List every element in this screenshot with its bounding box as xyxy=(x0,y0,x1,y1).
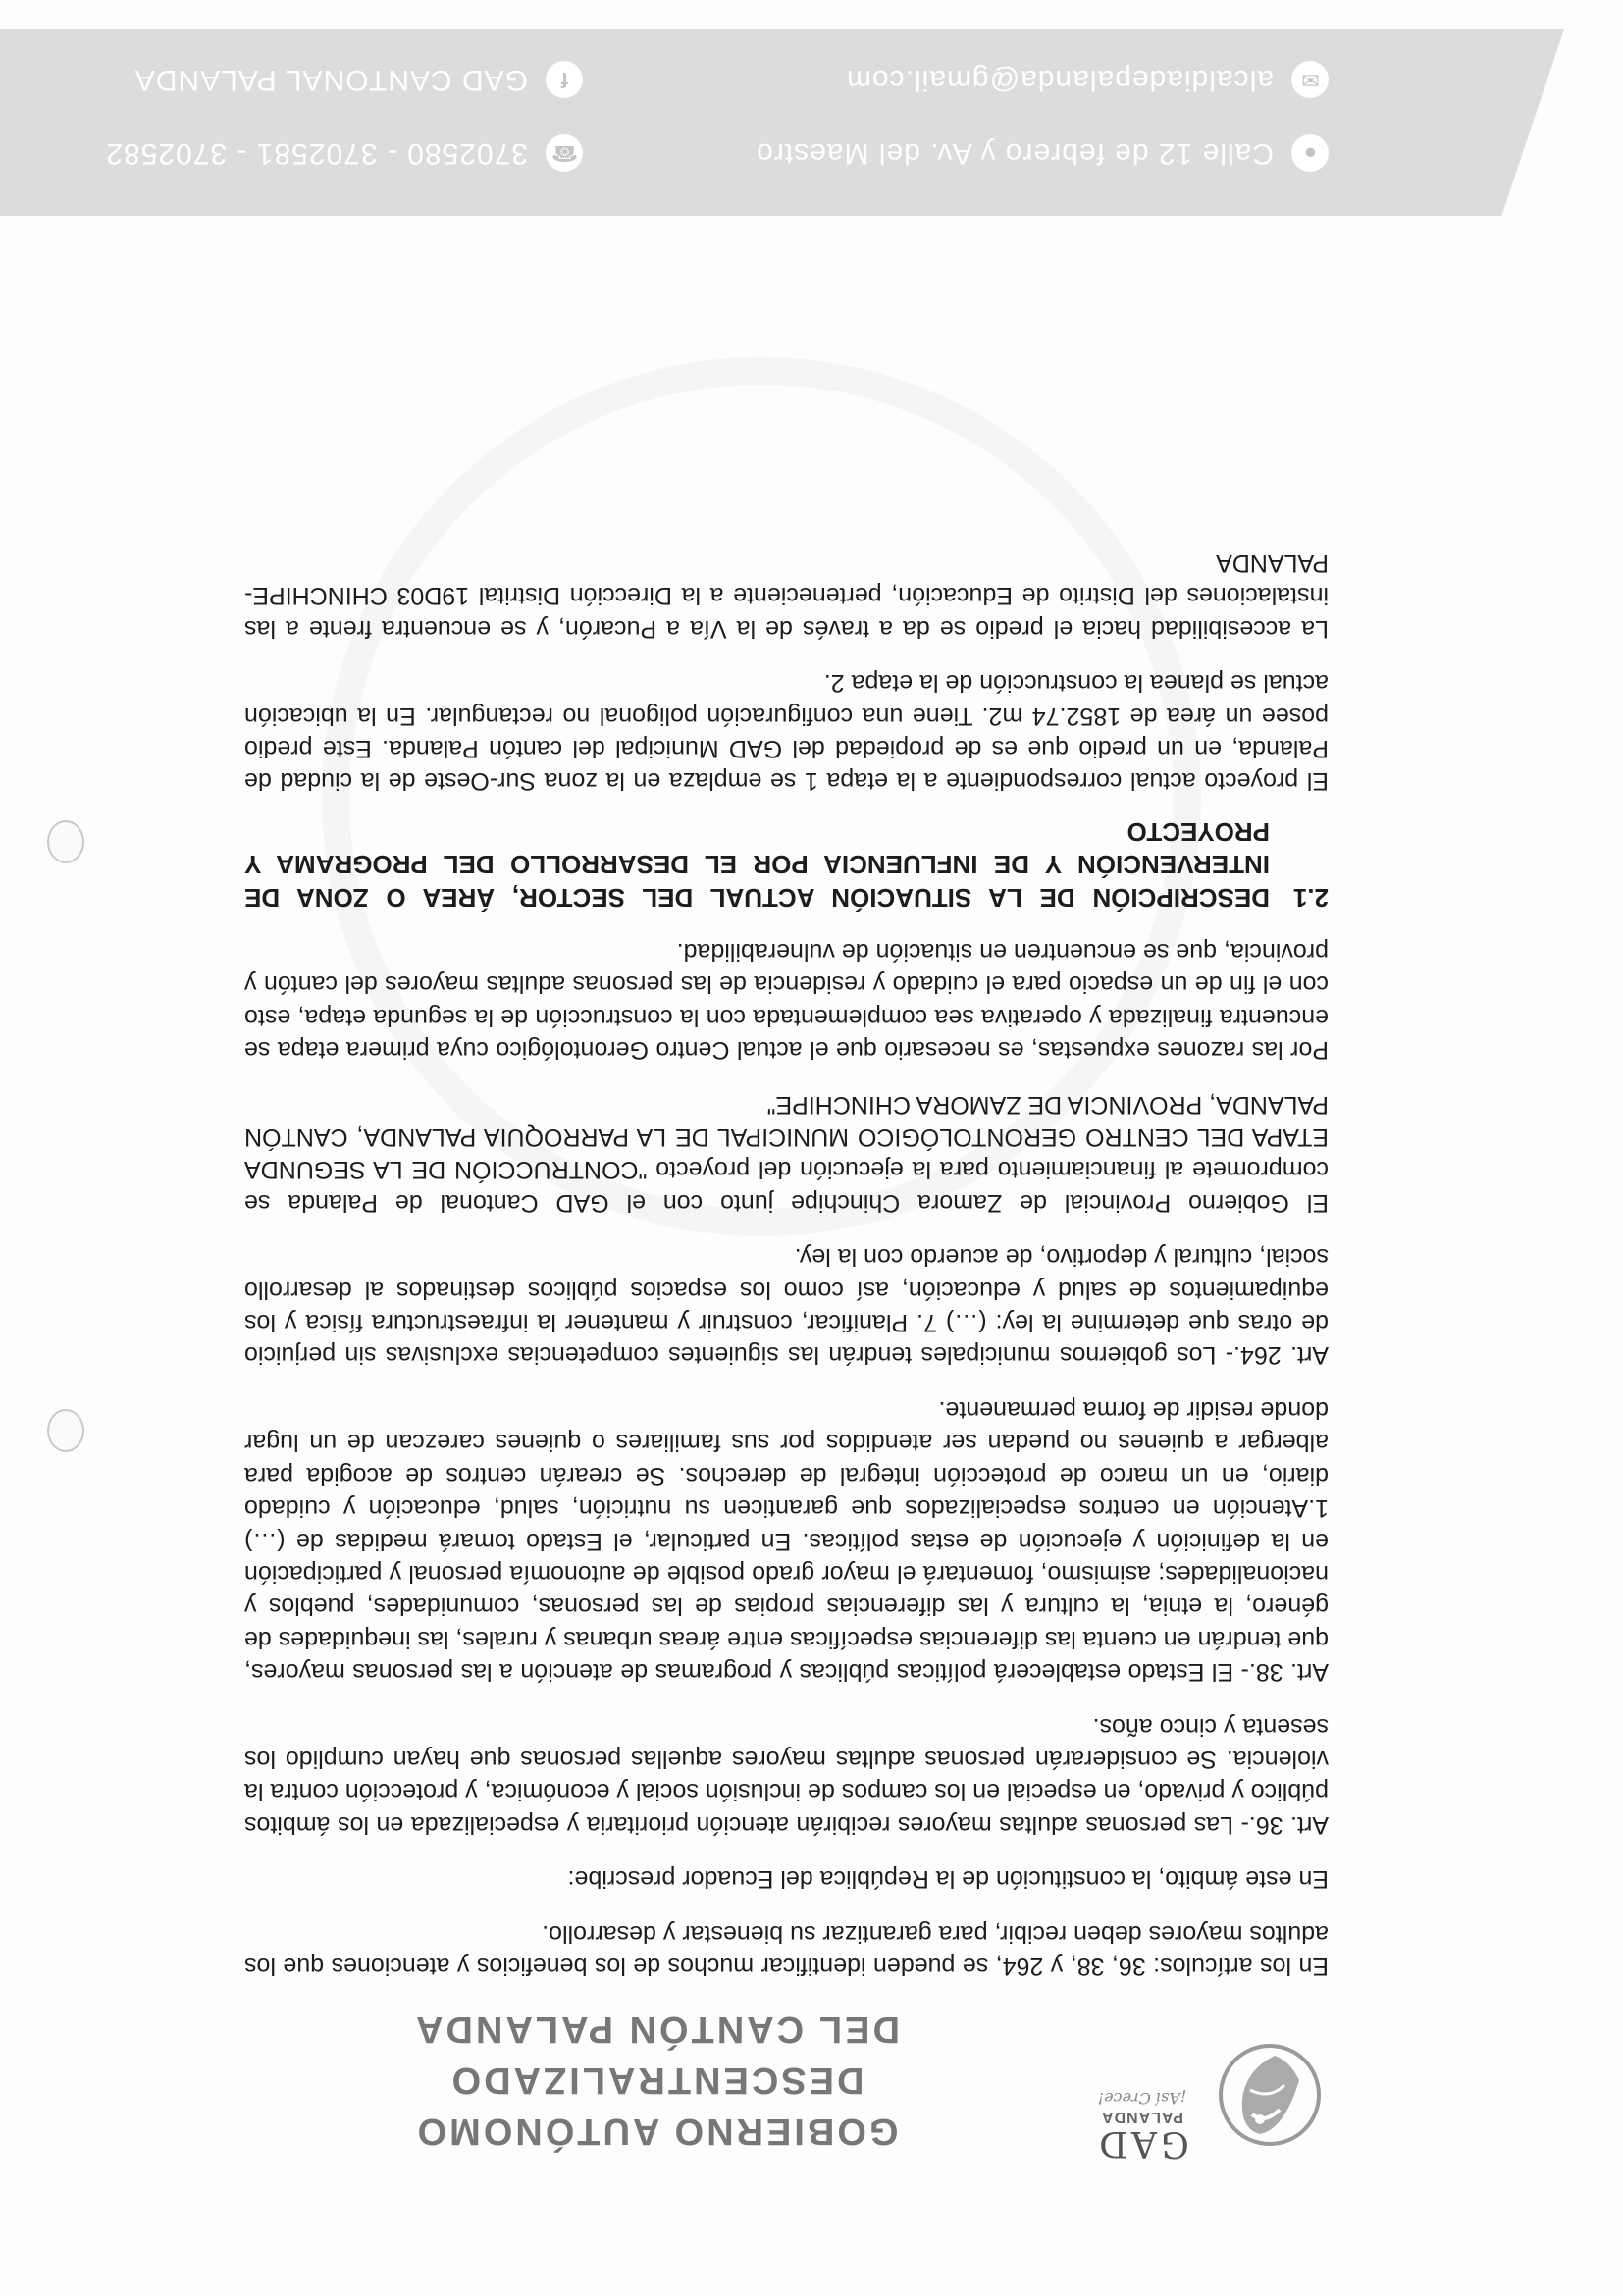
paragraph-accesibilidad: La accesibilidad hacia el predio se da a través de la Vía a Pucarón, y se encuentra frente a las instalaciones del Distrito de Educación, perteneciente a la Dirección Distrital 19D03 CHINCHIPE-PALANDA xyxy=(244,548,1329,643)
footer-phone: 3702580 - 3702581 - 3702582 xyxy=(105,137,528,170)
government-title-line1: GOBIERNO AUTÓNOMO DESCENTRALIZADO xyxy=(414,2060,899,2152)
government-title xyxy=(249,2004,1064,2157)
document-header xyxy=(249,2002,1329,2168)
footer-address: Calle 12 de febrero y Av. del Maestro xyxy=(756,137,1274,170)
mail-icon: ✉ xyxy=(1291,61,1329,98)
paragraph-proyecto: El proyecto actual correspondiente a la etapa 1 se emplaza en la zona Sur-Oeste de la ciudad de Palanda, en un predio que es de propiedad del GAD Municipal del cantón Palanda. Este predio posee un área de 1852.74 m2. Tiene una configuración poligonal no rectangular. En la ubicación actual se planea la construcción de la etapa 2. xyxy=(244,669,1329,796)
footer-social: GAD CANTONAL PALANDA xyxy=(133,64,528,96)
article-36: Art. 36.- Las personas adultas mayores recibirán atención prioritaria y especializada en los ámbitos público y privado, en especial en los campos de inclusión social y económica, y protección contra la violencia. Se considerarán personas adultas mayores aquellas personas que hayan cumplido los sesenta y cinco años. xyxy=(244,1712,1329,1839)
document-body xyxy=(244,525,1329,1982)
binder-hole-upper xyxy=(47,1409,84,1452)
government-title-line2: DEL CANTÓN PALANDA xyxy=(413,2009,900,2050)
section-title: DESCRIPCIÓN DE LA SITUACIÓN ACTUAL DEL SECTOR, ÁREA O ZONA DE INTERVENCIÓN Y DE INFLUENCIA POR EL DESARROLLO DEL PROGRAMA Y PROYECTO xyxy=(244,816,1270,913)
paragraph-razones: Por las razones expuestas, es necesario que el actual Centro Gerontológico cuya primera etapa se encuentra finalizada y operativa sea complementada con la construcción de la segunda etapa, esto con el fin de un espacio para el cuidado y residencia de las personas adultas mayores del cantón y provincia, que se encuentren en situación de vulnerabilidad. xyxy=(244,938,1329,1065)
footer-email-row xyxy=(846,61,1329,98)
article-38: Art. 38.- El Estado establecerá políticas públicas y programas de atención a las personas mayores, que tendrán en cuenta las diferencias específicas entre áreas urbanas y rurales, las inequidades de género, la etnia, la cultura y las diferencias propias de las personas, comunidades, pueblos y nacionalidades; asimismo, fomentará el mayor grado posible de autonomía personal y participación en la definición y ejecución de estas políticas. En particular, el Estado tomará medidas de (…) 1.Atención en centros especializados que garanticen su nutrición, salud, educación y cuidado diario, en un marco de protección integral de derechos. Se crearán centros de acogida para albergar a quienes no puedan ser atendidos por sus familiares o quienes carezcan de un lugar donde residir de forma permanente. xyxy=(244,1395,1329,1687)
gad-palanda-logo xyxy=(1211,2021,1329,2168)
footer-phone-row xyxy=(105,134,583,172)
binder-hole-lower xyxy=(47,820,84,863)
paragraph-articulos: En los artículos: 36, 38, y 264, se pueden identificar muchos de los beneficios y atenciones que los adultos mayores deben recibir, para garantizar su bienestar y desarrollo. xyxy=(244,1919,1329,1980)
footer-address-row xyxy=(756,134,1329,172)
paragraph-constitucion: En este ámbito, la constitución de la República del Ecuador prescribe: xyxy=(567,1865,1329,1894)
gad-wordmark xyxy=(1083,2089,1201,2164)
location-pin-icon: ● xyxy=(1291,134,1329,172)
gad-letters: GAD xyxy=(1095,2123,1189,2164)
footer-social-row xyxy=(134,61,583,98)
footer-email: alcaldiadepalanda@gmail.com xyxy=(845,64,1274,96)
facebook-icon: f xyxy=(546,61,583,98)
gad-slogan: ¡Así Crece! xyxy=(1097,2089,1187,2108)
paragraph-gobierno-provincial: El Gobierno Provincial de Zamora Chinchipe junto con el GAD Cantonal de Palanda se compromete al financiamiento para la ejecución del proyecto "CONTRUCCIÓN DE LA SEGUNDA ETAPA DEL CENTRO GERONTOLÓGICO MUNICIPAL DE LA PARROQUIA PALANDA, CANTÓN PALANDA, PROVINCIA DE ZAMORA CHINCHIPE" xyxy=(244,1090,1329,1217)
section-heading-2-1 xyxy=(244,814,1329,913)
section-number: 2.1 xyxy=(1292,882,1329,913)
phone-icon: ☎ xyxy=(546,134,583,172)
article-264: Art. 264.- Los gobiernos municipales tendrán las siguientes competencias exclusivas sin perjuicio de otras que determine la ley: (…) 7. Planificar, construir y mantener la infraestructura física y los equipamientos de salud y educación, así como los espacios públicos destinados al desarrollo social, cultural y deportivo, de acuerdo con la ley. xyxy=(244,1243,1329,1370)
footer-contact-band xyxy=(0,29,1564,216)
gad-subtitle: PALANDA xyxy=(1100,2109,1184,2125)
